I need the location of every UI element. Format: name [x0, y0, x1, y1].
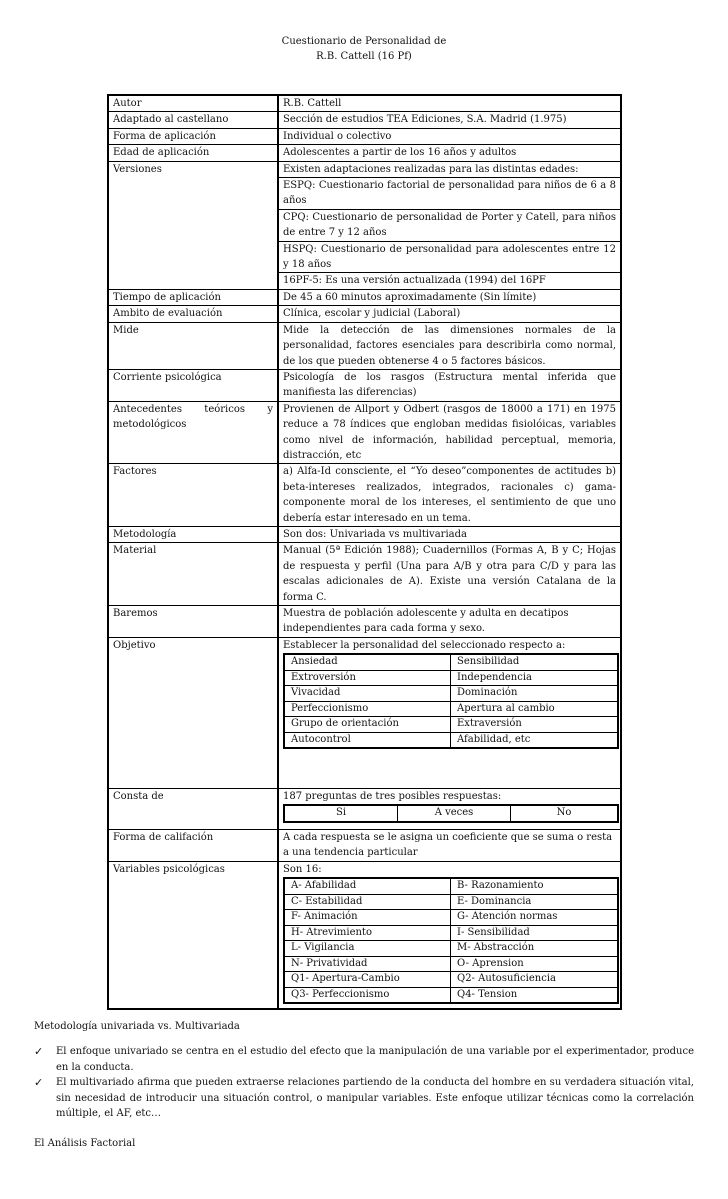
table-cell: Q4- Tension — [451, 987, 619, 1003]
table-cell: Q1- Apertura-Cambio — [284, 972, 451, 988]
row-value: a) Alfa-Id consciente, el “Yo deseo”componentes de actitudes b) beta-intereses realizados, integrados, racionales c) gama-componente moral de los intereses, el sentimiento de que uno debería estar interesado en un tema. — [278, 464, 621, 527]
row-label: Mide — [108, 322, 278, 369]
row-objetivo — [108, 637, 621, 788]
row-label: Adaptado al castellano — [108, 112, 278, 128]
row-value: Sección de estudios TEA Ediciones, S.A. Madrid (1.975) — [278, 112, 621, 128]
table-row — [284, 941, 618, 957]
table-row — [284, 878, 618, 894]
bullet-text: El multivariado afirma que pueden extraerse relaciones partiendo de la conducta del hombre en su verdadera situación vital, sin necesidad de introducir una situación control, o manipular variables. Este enfoque utilizar técnicas como la correlación múltiple, el AF, etc… — [56, 1077, 694, 1119]
table-cell: Autocontrol — [284, 732, 451, 748]
version-hspq: HSPQ: Cuestionario de personalidad para adolescentes entre 12 y 18 años — [279, 242, 620, 274]
version-cpq: CPQ: Cuestionario de personalidad de Porter y Catell, para niños de entre 7 y 12 años — [279, 210, 620, 242]
table-row — [284, 686, 618, 702]
table-cell: Sensibilidad — [451, 654, 619, 670]
table-cell: Afabilidad, etc — [451, 732, 619, 748]
table-row — [284, 925, 618, 941]
row-label: Objetivo — [108, 637, 278, 788]
version-16pf5: 16PF-5: Es una versión actualizada (1994) del 16PF — [283, 275, 546, 287]
table-cell: Extroversión — [284, 670, 451, 686]
table-cell: L- Vigilancia — [284, 941, 451, 957]
row-value: Provienen de Allport y Odbert (rasgos de 18000 a 171) en 1975 reduce a 78 índices que engloban medidas fisiolóicas, variables como nivel de información, habilidad perceptual, memoria, distracción, etc — [278, 401, 621, 464]
row-label: Forma de aplicación — [108, 128, 278, 144]
row-value: R.B. Cattell — [278, 95, 621, 112]
row-label: Variables psicológicas — [108, 861, 278, 1009]
row-baremos — [108, 606, 621, 638]
row-label: Material — [108, 543, 278, 606]
row-mide — [108, 322, 621, 369]
table-cell: Q2- Autosuficiencia — [451, 972, 619, 988]
table-cell: Grupo de orientación — [284, 717, 451, 733]
table-cell: B- Razonamiento — [451, 878, 619, 894]
table-cell: C- Estabilidad — [284, 894, 451, 910]
table-row — [284, 701, 618, 717]
table-cell: A- Afabilidad — [284, 878, 451, 894]
row-antecedentes — [108, 401, 621, 464]
row-label: Autor — [108, 95, 278, 112]
row-versiones — [108, 161, 621, 289]
bullet-text: El enfoque univariado se centra en el estudio del efecto que la manipulación de una variable por el experimentador, produce en la conducta. — [56, 1046, 694, 1073]
table-cell: Vivacidad — [284, 686, 451, 702]
table-row — [284, 987, 618, 1003]
response-a-veces: A veces — [398, 805, 511, 822]
table-row — [284, 654, 618, 670]
objetivo-intro: Establecer la personalidad del seleccionado respecto a: — [283, 639, 566, 651]
table-cell: O- Aprension — [451, 956, 619, 972]
row-autor — [108, 95, 621, 112]
table-row — [284, 894, 618, 910]
table-cell: Independencia — [451, 670, 619, 686]
table-cell: Ansiedad — [284, 654, 451, 670]
variables-intro: Son 16: — [283, 863, 322, 875]
row-label: Ambito de evaluación — [108, 306, 278, 322]
row-label: Forma de califación — [108, 829, 278, 861]
row-label: Metodología — [108, 526, 278, 542]
table-cell: E- Dominancia — [451, 894, 619, 910]
table-row — [284, 717, 618, 733]
page-title: Cuestionario de Personalidad de — [281, 36, 447, 47]
row-adaptado — [108, 112, 621, 128]
table-cell: H- Atrevimiento — [284, 925, 451, 941]
row-variables — [108, 861, 621, 1009]
variables-cell — [278, 861, 621, 1009]
table-row — [284, 732, 618, 748]
objetivo-cell — [278, 637, 621, 788]
row-value: Individual o colectivo — [278, 128, 621, 144]
row-value: Muestra de población adolescente y adulta en decatipos independientes para cada forma y sexo. — [278, 606, 621, 638]
check-icon: ✓ — [34, 1045, 44, 1058]
row-label: Baremos — [108, 606, 278, 638]
consta-intro: 187 preguntas de tres posibles respuestas: — [283, 790, 502, 802]
row-value: Clínica, escolar y judicial (Laboral) — [278, 306, 621, 322]
table-row — [284, 956, 618, 972]
row-value: De 45 a 60 minutos aproximadamente (Sin límite) — [278, 289, 621, 305]
responses-table — [283, 804, 619, 823]
row-edad — [108, 145, 621, 161]
row-label: Consta de — [108, 788, 278, 829]
row-value: Son dos: Univariada vs multivariada — [278, 526, 621, 542]
objetivo-table — [283, 653, 619, 749]
row-value: A cada respuesta se le asigna un coeficiente que se suma o resta a una tendencia particular — [278, 829, 621, 861]
row-forma-aplicacion — [108, 128, 621, 144]
section-heading-analisis-factorial: El Análisis Factorial — [34, 1138, 136, 1149]
row-consta — [108, 788, 621, 829]
table-cell: I- Sensibilidad — [451, 925, 619, 941]
bullet-list — [34, 1044, 694, 1122]
table-cell: M- Abstracción — [451, 941, 619, 957]
response-no: No — [511, 805, 619, 822]
row-value: Psicología de los rasgos (Estructura mental inferida que manifiesta las diferencias) — [278, 369, 621, 401]
row-factores — [108, 464, 621, 527]
response-si: Si — [284, 805, 398, 822]
row-label: Versiones — [108, 161, 278, 289]
table-cell: Q3- Perfeccionismo — [284, 987, 451, 1003]
table-row — [284, 972, 618, 988]
row-value: Adolescentes a partir de los 16 años y adultos — [278, 145, 621, 161]
consta-cell — [278, 788, 621, 829]
test-info-table — [107, 94, 622, 1010]
table-row — [284, 670, 618, 686]
row-ambito — [108, 306, 621, 322]
row-label: Tiempo de aplicación — [108, 289, 278, 305]
table-cell: F- Animación — [284, 910, 451, 926]
page-subtitle: R.B. Cattell (16 Pf) — [316, 51, 412, 62]
check-icon: ✓ — [34, 1076, 44, 1089]
table-row — [284, 910, 618, 926]
list-item — [34, 1075, 694, 1122]
table-row — [284, 805, 618, 822]
row-label: Edad de aplicación — [108, 145, 278, 161]
section-heading-metodologia: Metodología univariada vs. Multivariada — [34, 1021, 240, 1032]
table-cell: Extraversión — [451, 717, 619, 733]
list-item — [34, 1044, 694, 1075]
versiones-cell — [278, 161, 621, 289]
version-intro: Existen adaptaciones realizadas para las distintas edades: — [279, 162, 620, 178]
row-label: Antecedentes teóricos y metodológicos — [108, 401, 278, 464]
table-cell: Perfeccionismo — [284, 701, 451, 717]
table-cell: N- Privatividad — [284, 956, 451, 972]
row-metodologia — [108, 526, 621, 542]
row-value: Mide la detección de las dimensiones normales de la personalidad, factores esenciales para describirla como normal, de los que pueden obtenerse 4 o 5 factores básicos. — [278, 322, 621, 369]
row-corriente — [108, 369, 621, 401]
table-cell: Apertura al cambio — [451, 701, 619, 717]
version-espq: ESPQ: Cuestionario factorial de personalidad para niños de 6 a 8 años — [279, 178, 620, 210]
variables-table — [283, 877, 619, 1004]
row-value: Manual (5ª Edición 1988); Cuadernillos (Formas A, B y C; Hojas de respuesta y perfil (Una para A/B y otra para C/D y para las escalas adicionales de A). Existe una versión Catalana de la forma C. — [278, 543, 621, 606]
row-calificacion — [108, 829, 621, 861]
table-cell: Dominación — [451, 686, 619, 702]
row-material — [108, 543, 621, 606]
row-tiempo — [108, 289, 621, 305]
row-label: Corriente psicológica — [108, 369, 278, 401]
table-cell: G- Atención normas — [451, 910, 619, 926]
row-label: Factores — [108, 464, 278, 527]
